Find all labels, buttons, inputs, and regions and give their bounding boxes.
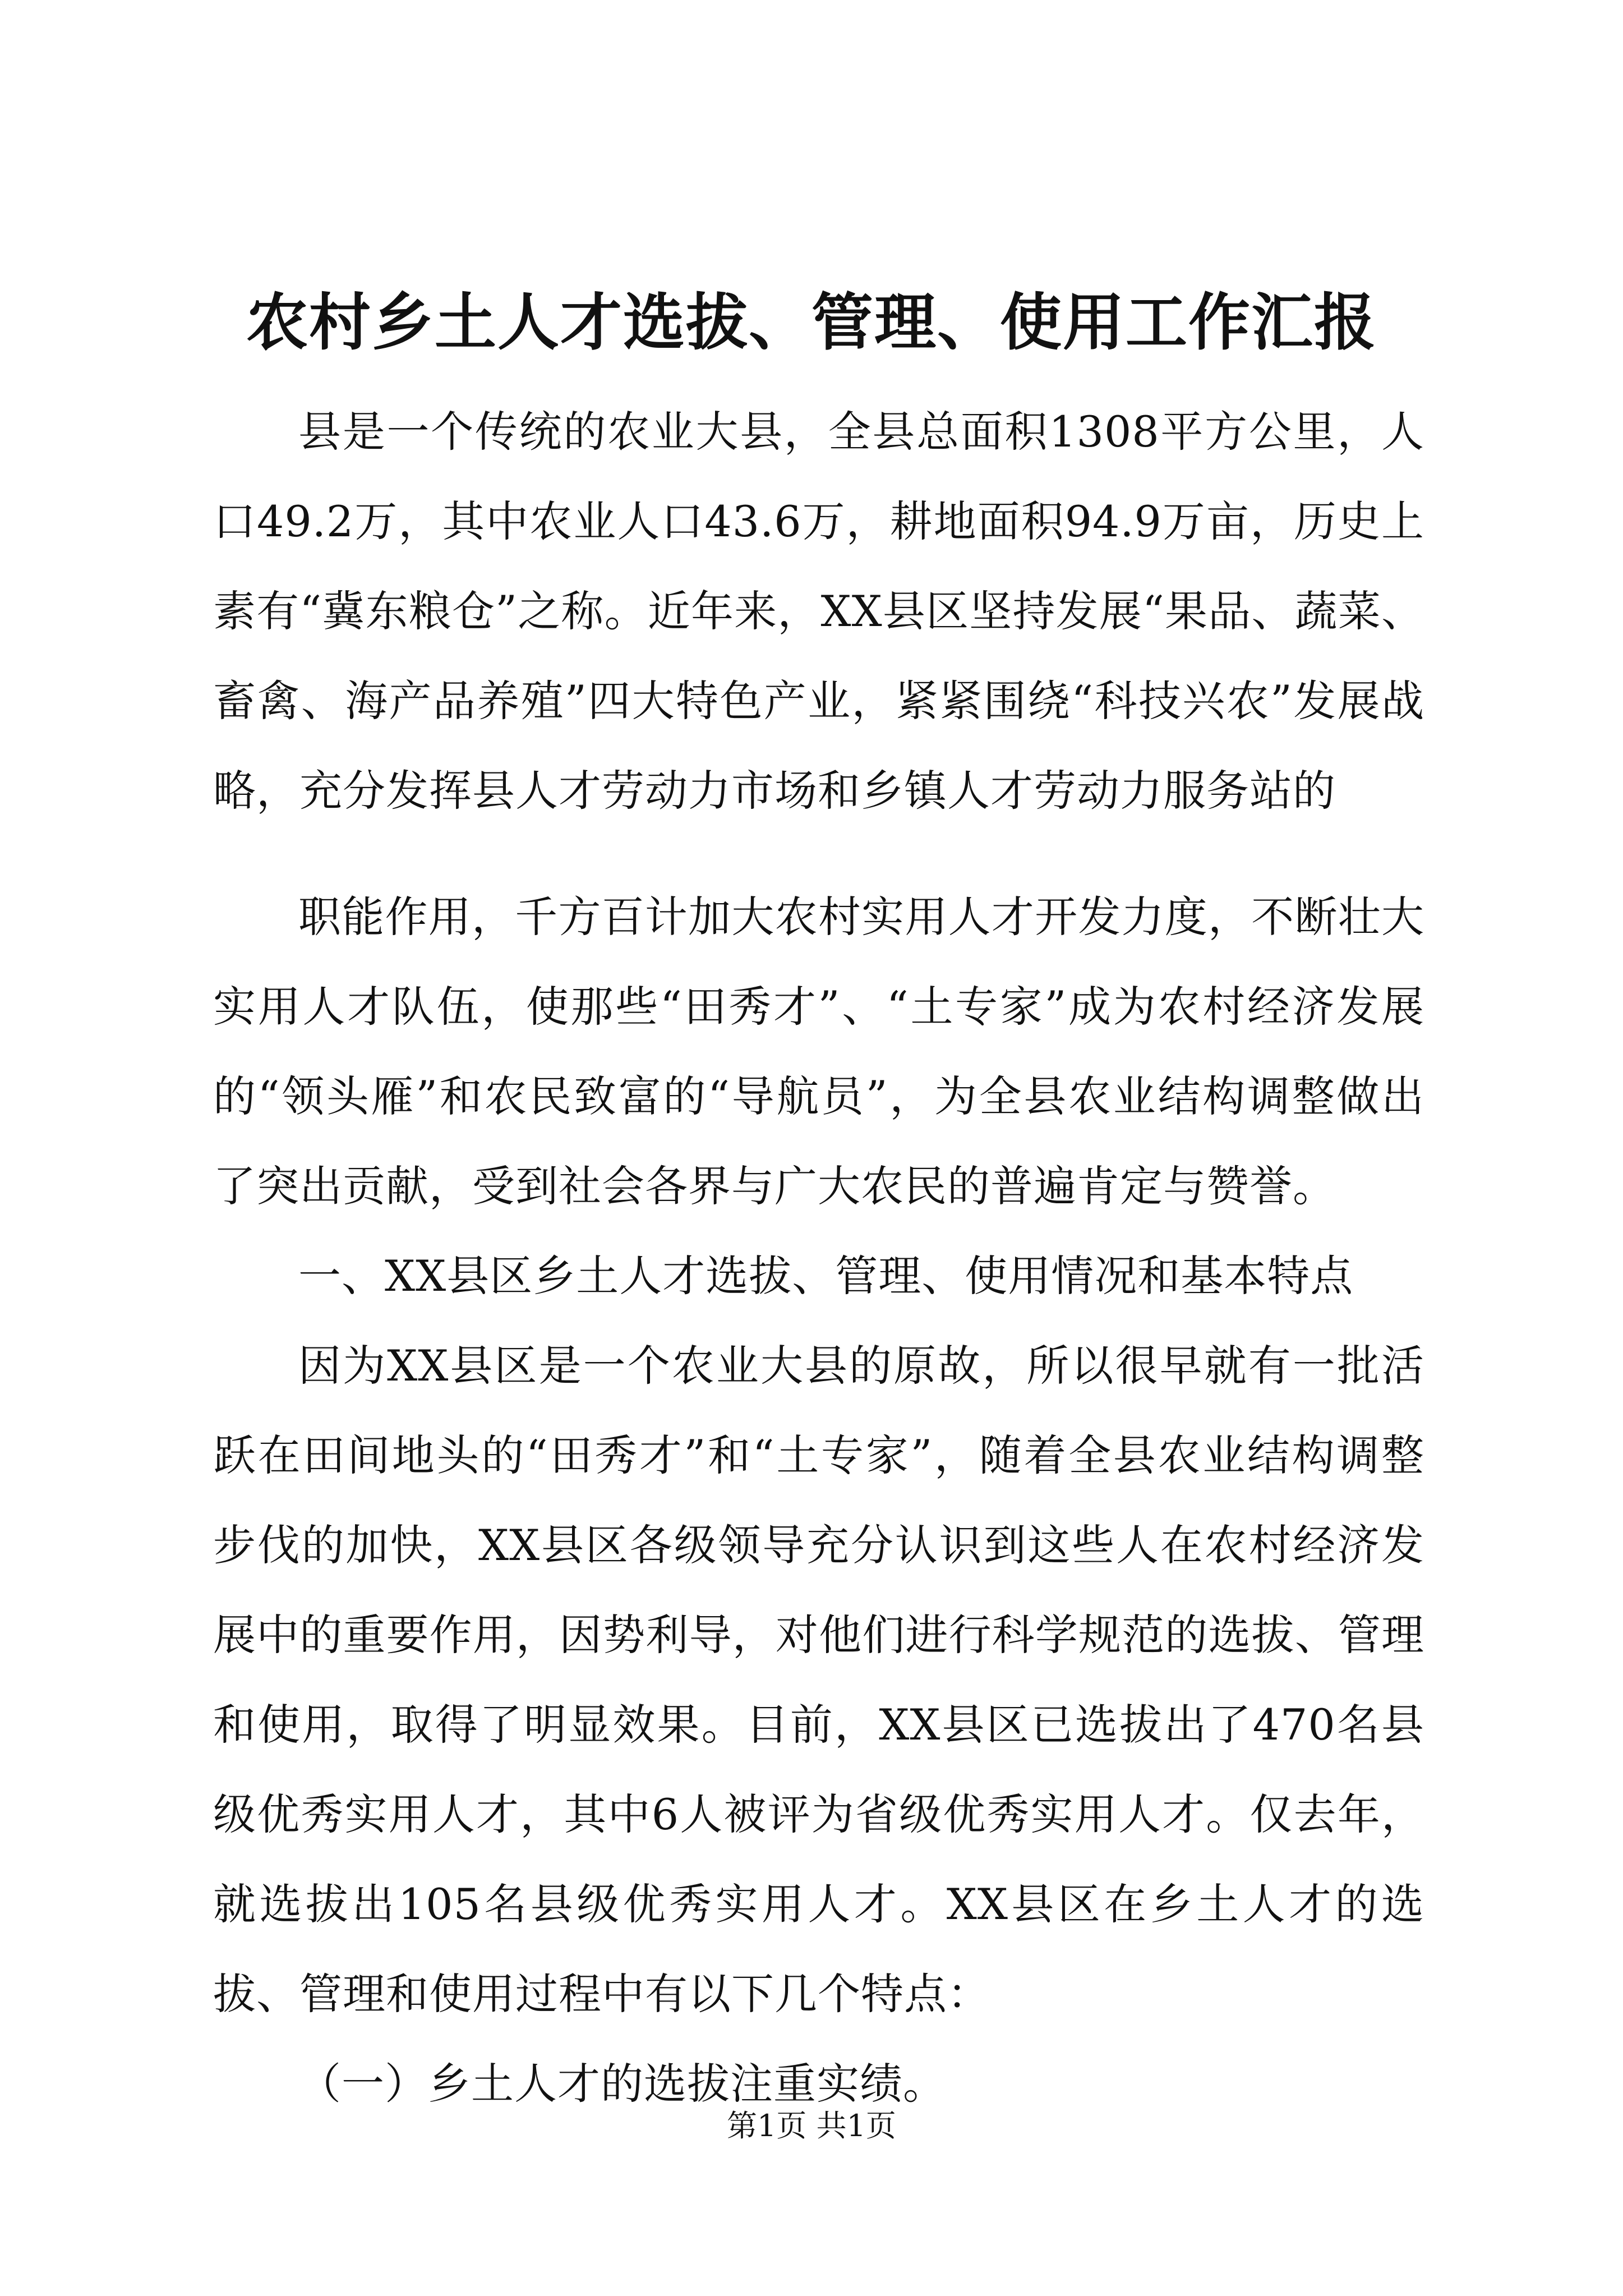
document-title: 农村乡土人才选拔、管理、使用工作汇报 xyxy=(246,286,1377,358)
page-number-footer: 第1页 共1页 xyxy=(727,2108,896,2143)
document-body xyxy=(213,387,1424,2129)
paragraph-intro: 县是一个传统的农业大县，全县总面积1308平方公里，人口49.2万，其中农业人口43.6万，耕地面积94.9万亩，历史上素有“冀东粮仓”之称。近年来，XX县区坚持发展“果品、蔬菜、畜禽、海产品养殖”四大特色产业，紧紧围绕“科技兴农”发展战略，充分发挥县人才劳动力市场和乡镇人才劳动力服务站的 xyxy=(213,407,1424,816)
paragraph-selection: 因为XX县区是一个农业大县的原故，所以很早就有一批活跃在田间地头的“田秀才”和“土专家”，随着全县农业结构调整步伐的加快，XX县区各级领导充分认识到这些人在农村经济发展中的重要作用，因势利导，对他们进行科学规范的选拔、管理和使用，取得了明显效果。目前，XX县区已选拔出了470名县级优秀实用人才，其中6人被评为省级优秀实用人才。仅去年，就选拔出105名县级优秀实用人才。XX县区在乡土人才的选拔、管理和使用过程中有以下几个特点： xyxy=(213,1341,1424,2019)
paragraph-function: 职能作用，千方百计加大农村实用人才开发力度，不断壮大实用人才队伍，使那些“田秀才”、“土专家”成为农村经济发展的“领头雁”和农民致富的“导航员”，为全县农业结构调整做出了突出贡献，受到社会各界与广大农民的普遍肯定与赞誉。 xyxy=(213,892,1424,1211)
section-heading-1: 一、XX县区乡土人才选拔、管理、使用情况和基本特点 xyxy=(298,1251,1354,1301)
subsection-heading-1: （一）乡土人才的选拔注重实绩。 xyxy=(298,2059,946,2109)
